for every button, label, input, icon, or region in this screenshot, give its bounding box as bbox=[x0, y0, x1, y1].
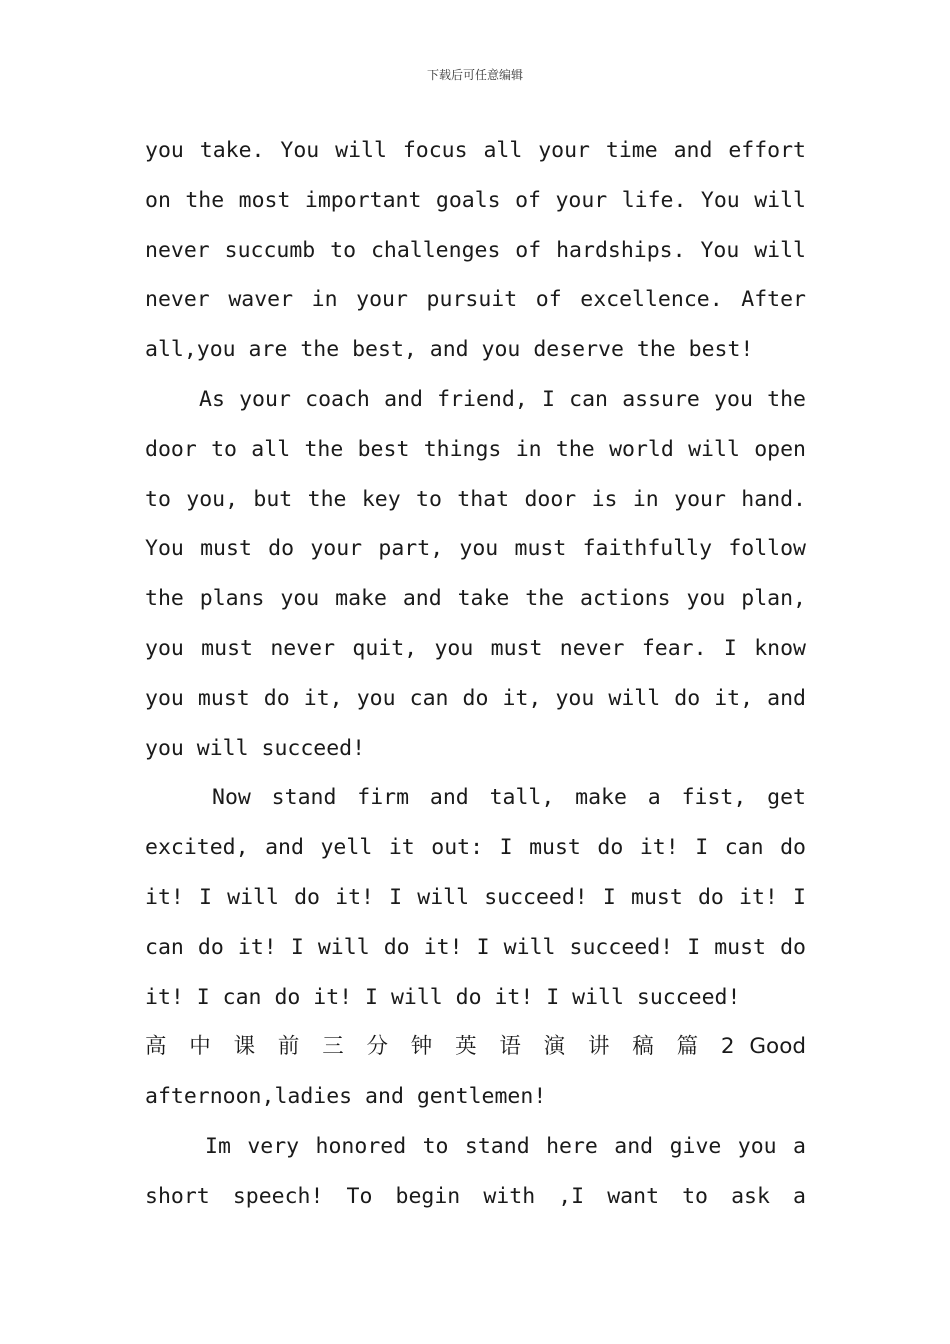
text-line: it! I can do it! I will do it! I will succeed! bbox=[145, 984, 741, 1010]
text-line: you take. You will focus all your time and effort bbox=[145, 138, 806, 163]
text-line: excited, and yell it out: I must do it! I can do bbox=[145, 835, 806, 861]
text-line: you must never quit, you must never fear. I know bbox=[145, 635, 806, 661]
text-line: you will succeed! bbox=[145, 735, 366, 761]
text-line: on the most important goals of your life. You will bbox=[145, 187, 806, 213]
text-line: As your coach and friend, I can assure you the bbox=[199, 386, 806, 412]
text-line: You must do your part, you must faithfully follow bbox=[145, 536, 806, 562]
text-line: short speech! To begin with ,I want to ask a bbox=[145, 1183, 806, 1209]
document-body bbox=[145, 126, 806, 1222]
text-line: you must do it, you can do it, you will do it, and bbox=[145, 685, 806, 711]
text-line: afternoon,ladies and gentlemen! bbox=[145, 1084, 547, 1110]
paragraph-4 bbox=[145, 1122, 806, 1222]
text-line: it! I will do it! I will succeed! I must do it! I bbox=[145, 884, 806, 910]
text-line: never waver in your pursuit of excellence. After bbox=[145, 287, 806, 313]
text-line: Now stand firm and tall, make a fist, get bbox=[212, 785, 806, 811]
text-line: the plans you make and take the actions you plan, bbox=[145, 586, 806, 612]
page-header: 下载后可任意编辑 bbox=[426, 68, 523, 82]
text-line: Im very honored to stand here and give you a bbox=[205, 1133, 806, 1159]
text-line: never succumb to challenges of hardships. You will bbox=[145, 237, 806, 263]
section-heading: 高 中 课 前 三 分 钟 英 语 演 讲 稿 篇 2 Good bbox=[145, 1034, 806, 1060]
text-line: can do it! I will do it! I will succeed! I must do bbox=[145, 934, 806, 960]
paragraph-1 bbox=[145, 126, 806, 375]
paragraph-3 bbox=[145, 773, 806, 1022]
text-line: to you, but the key to that door is in your hand. bbox=[145, 486, 806, 512]
text-line: all,you are the best, and you deserve the best! bbox=[145, 337, 754, 363]
section-2 bbox=[145, 1022, 806, 1122]
paragraph-2 bbox=[145, 375, 806, 773]
text-line: door to all the best things in the world will open bbox=[145, 436, 806, 462]
